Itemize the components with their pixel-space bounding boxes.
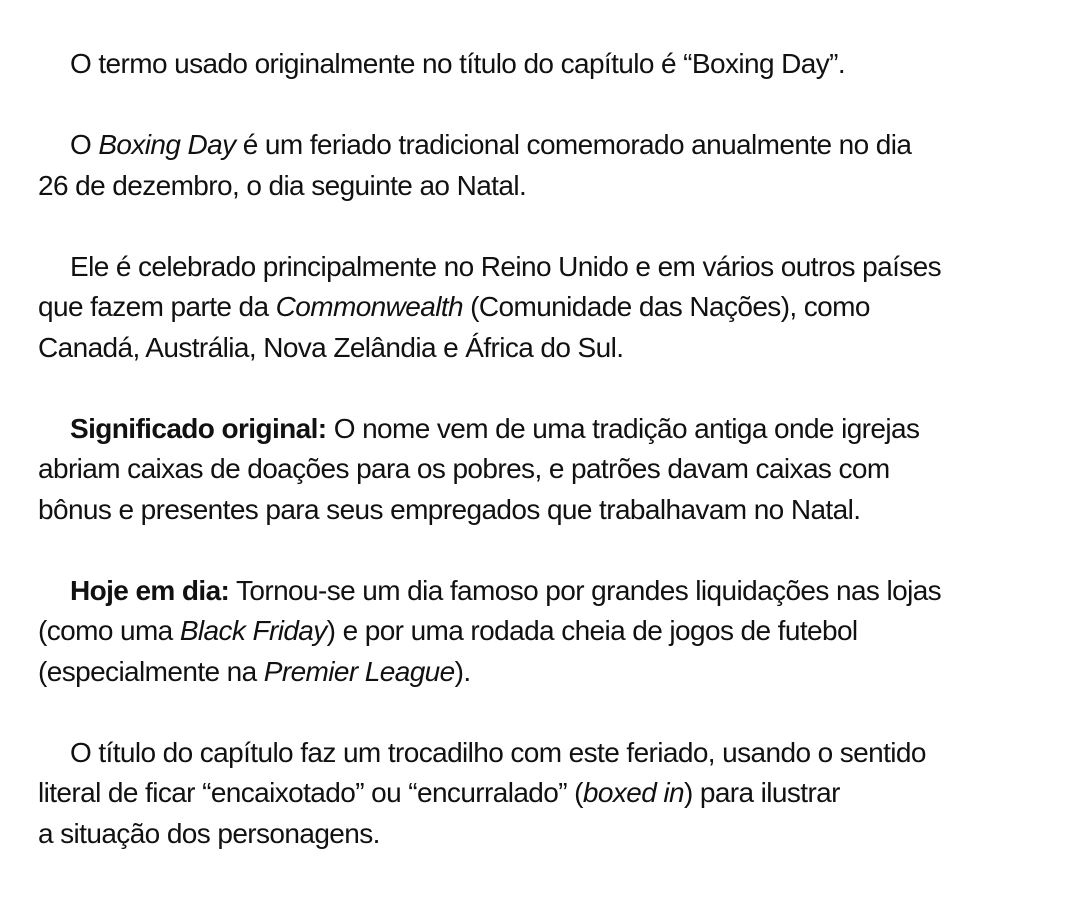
paragraph-wordplay xyxy=(38,733,1048,855)
text-run: O nome vem de uma tradição antiga onde igrejas xyxy=(326,412,920,444)
text-line: Canadá, Austrália, Nova Zelândia e África do Sul. xyxy=(38,331,624,363)
text-line xyxy=(38,287,1048,328)
bold-heading: Significado original: xyxy=(70,412,327,444)
italic-term: Boxing Day xyxy=(98,129,236,160)
translator-note xyxy=(38,44,1048,854)
text-run: O xyxy=(70,129,99,160)
text-line: 26 de dezembro, o dia seguinte ao Natal. xyxy=(38,169,527,201)
paragraph-nowadays xyxy=(38,571,1048,693)
text-run: que fazem parte da xyxy=(38,291,276,322)
text-run: literal de ficar “encaixotado” ou “encurralado” ( xyxy=(38,777,583,808)
bold-heading: Hoje em dia: xyxy=(70,574,230,606)
text-run: ). xyxy=(454,655,471,687)
text-run: Tornou-se um dia famoso por grandes liquidações nas lojas xyxy=(229,574,942,606)
italic-term: boxed in xyxy=(582,777,684,808)
text-run: (especialmente na xyxy=(38,655,264,687)
italic-term: Commonwealth xyxy=(275,291,463,322)
text-line xyxy=(38,125,1048,166)
text-line: bônus e presentes para seus empregados que trabalhavam no Natal. xyxy=(38,493,861,525)
text-line: a situação dos personagens. xyxy=(38,817,380,849)
text-run: (como uma xyxy=(38,615,180,646)
text-line xyxy=(38,773,1048,814)
text-run: (Comunidade das Nações), como xyxy=(462,291,870,322)
italic-term: Black Friday xyxy=(179,615,327,646)
text-run: é um feriado tradicional comemorado anualmente no dia xyxy=(235,129,912,160)
text-run: ) e por uma rodada cheia de jogos de futebol xyxy=(326,615,858,646)
text-line xyxy=(38,571,1048,612)
text-run: ) para ilustrar xyxy=(683,777,840,808)
paragraph-boxing-day-definition xyxy=(38,125,1048,206)
text-line: O título do capítulo faz um trocadilho com este feriado, usando o sentido xyxy=(70,736,926,768)
paragraph-where-celebrated xyxy=(38,247,1048,369)
italic-term: Premier League xyxy=(263,655,455,687)
paragraph-chapter-title-term xyxy=(38,44,1048,85)
text-line xyxy=(38,611,1048,652)
text-line: O termo usado originalmente no título do capítulo é “Boxing Day”. xyxy=(70,48,845,79)
text-line xyxy=(38,409,1048,450)
text-line: abriam caixas de doações para os pobres, e patrões davam caixas com xyxy=(38,453,890,484)
paragraph-original-meaning xyxy=(38,409,1048,531)
text-line: Ele é celebrado principalmente no Reino Unido e em vários outros países xyxy=(70,250,942,282)
text-line xyxy=(38,652,1048,693)
